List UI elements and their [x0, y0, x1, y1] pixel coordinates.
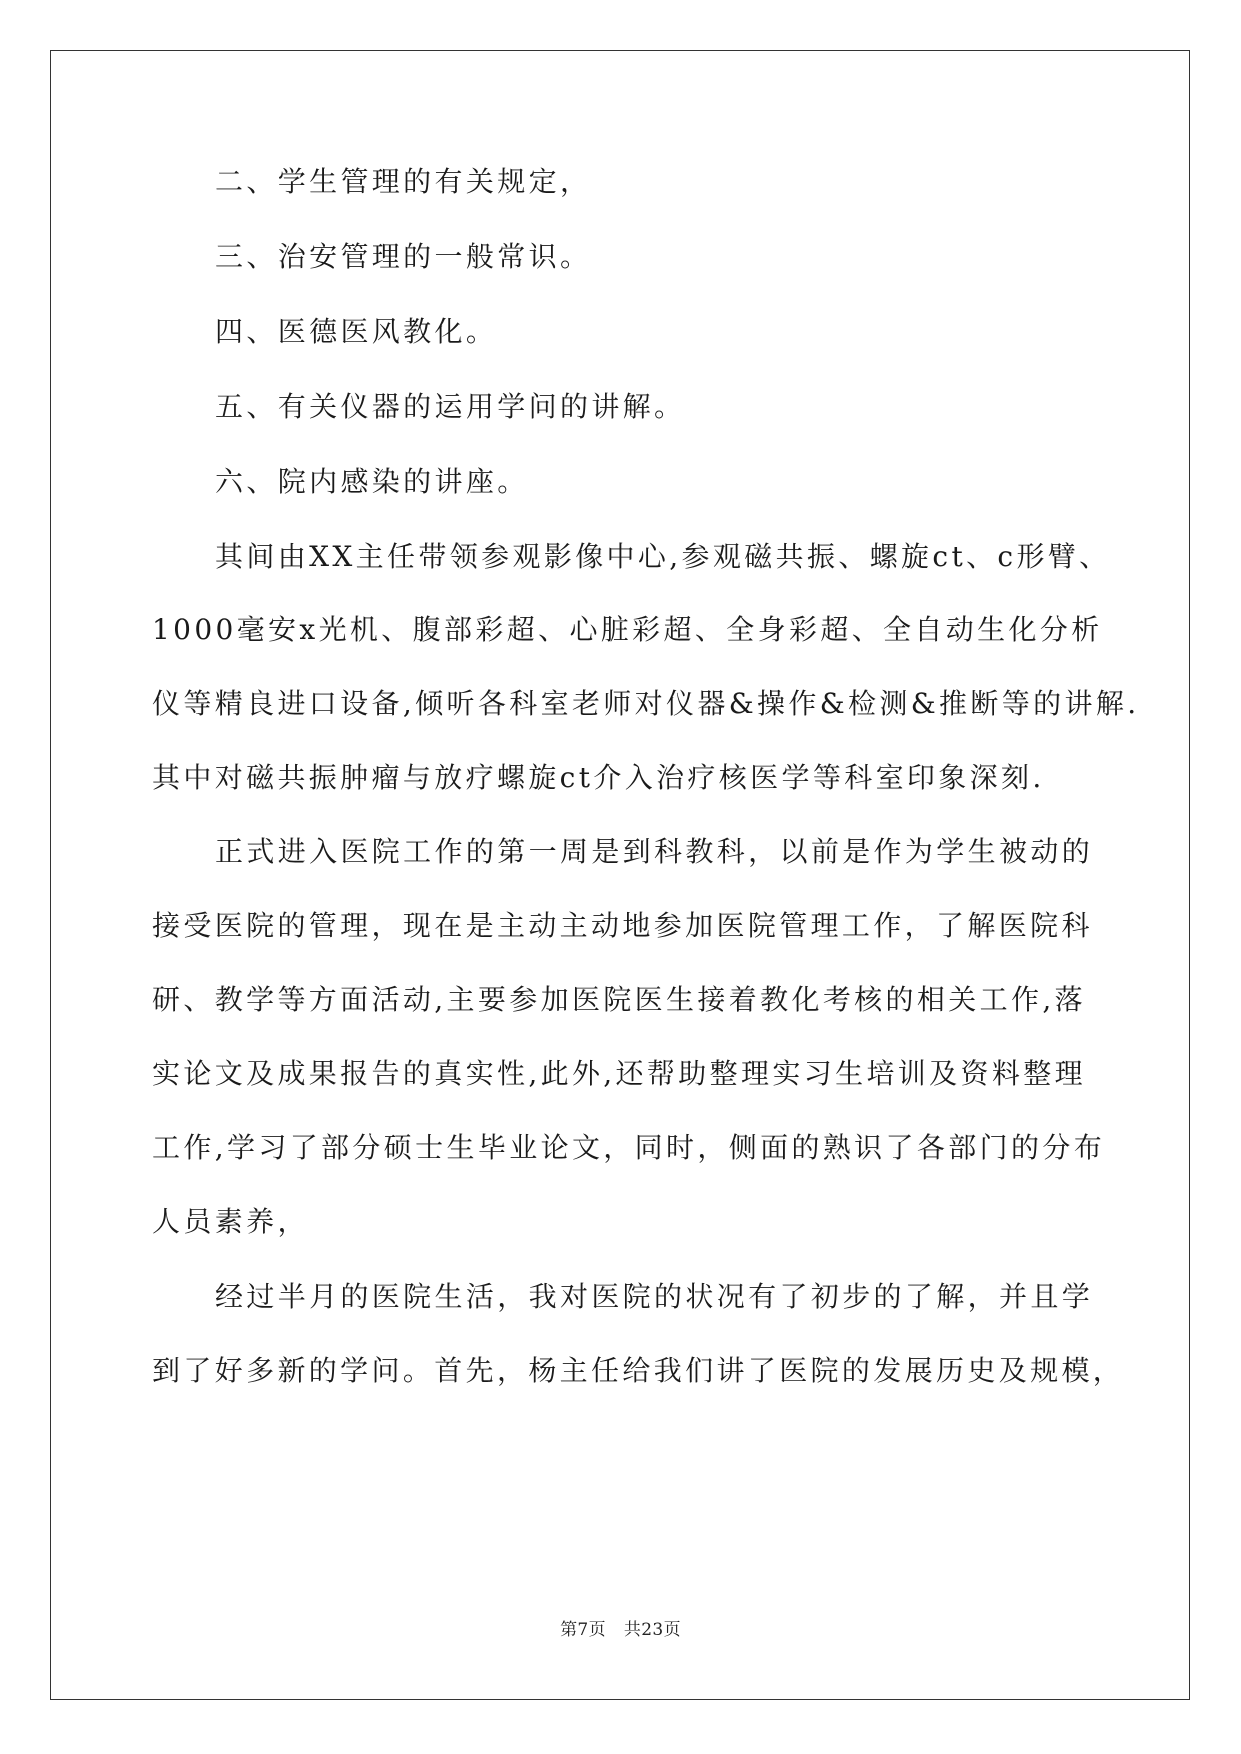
text-line: 仪等精良进口设备,倾听各科室老师对仪器&操作&检测&推断等的讲解. — [152, 687, 1140, 720]
text-line: 人员素养， — [152, 1205, 309, 1238]
text-line: 实论文及成果报告的真实性,此外,还帮助整理实习生培训及资料整理 — [152, 1057, 1086, 1090]
page-number-total: 共23页 — [623, 1620, 681, 1640]
text-line: 二、学生管理的有关规定， — [215, 165, 592, 198]
text-line: 接受医院的管理，现在是主动主动地参加医院管理工作，了解医院科 — [152, 909, 1093, 942]
text-line: 其中对磁共振肿瘤与放疗螺旋ct介入治疗核医学等科室印象深刻. — [152, 761, 1045, 794]
text-line: 三、治安管理的一般常识。 — [215, 240, 592, 273]
text-line: 六、院内感染的讲座。 — [215, 465, 529, 498]
text-line: 正式进入医院工作的第一周是到科教科，以前是作为学生被动的 — [215, 835, 1094, 868]
text-line: 研、教学等方面活动,主要参加医院医生接着教化考核的相关工作,落 — [152, 983, 1086, 1016]
page-number-current: 第7页 — [560, 1620, 606, 1640]
text-line: 五、有关仪器的运用学问的讲解。 — [215, 390, 686, 423]
page-footer — [0, 1615, 1241, 1640]
page-border — [50, 50, 1190, 1700]
text-line: 工作,学习了部分硕士生毕业论文，同时，侧面的熟识了各部门的分布 — [152, 1131, 1106, 1164]
text-line: 到了好多新的学问。首先，杨主任给我们讲了医院的发展历史及规模， — [152, 1354, 1125, 1387]
text-line: 1000毫安x光机、腹部彩超、心脏彩超、全身彩超、全自动生化分析 — [152, 613, 1103, 646]
text-line: 经过半月的医院生活，我对医院的状况有了初步的了解，并且学 — [215, 1280, 1094, 1313]
text-line: 四、医德医风教化。 — [215, 315, 498, 348]
text-line: 其间由XX主任带领参观影像中心,参观磁共振、螺旋ct、c形臂、 — [215, 540, 1111, 573]
